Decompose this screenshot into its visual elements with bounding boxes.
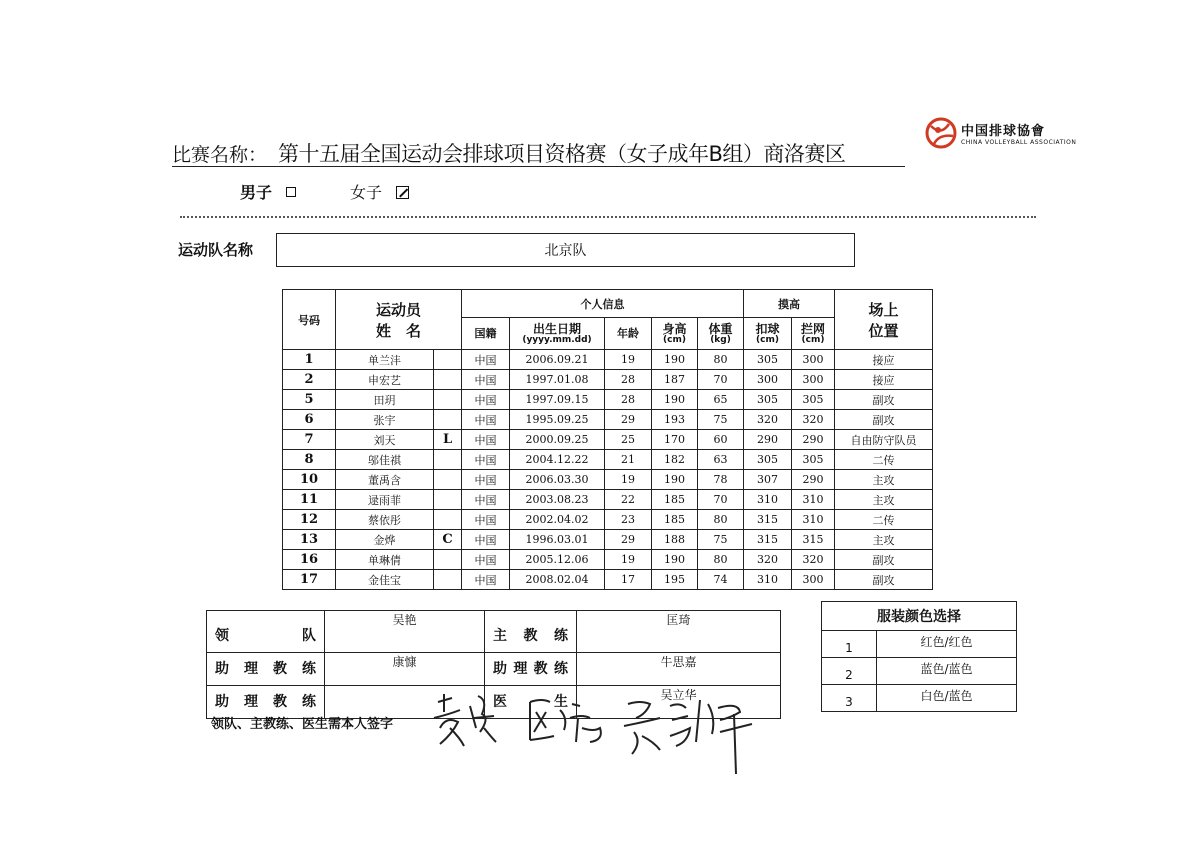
header-number: 号码 bbox=[283, 290, 336, 350]
roster-name: 张宇 bbox=[336, 410, 434, 430]
roster-weight: 65 bbox=[698, 390, 744, 410]
roster-name: 单兰沣 bbox=[336, 350, 434, 370]
roster-birthdate: 2000.09.25 bbox=[510, 430, 605, 450]
roster-weight: 75 bbox=[698, 530, 744, 550]
roster-height: 187 bbox=[652, 370, 698, 390]
roster-age: 22 bbox=[605, 490, 652, 510]
roster-number: 7 bbox=[283, 430, 336, 450]
roster-weight: 60 bbox=[698, 430, 744, 450]
roster-nationality: 中国 bbox=[462, 470, 510, 490]
roster-block-reach: 310 bbox=[792, 510, 835, 530]
header-position-line2: 位置 bbox=[868, 321, 899, 340]
roster-spike-reach: 320 bbox=[744, 550, 792, 570]
roster-block-reach: 290 bbox=[792, 470, 835, 490]
roster-mark bbox=[434, 450, 462, 470]
roster-number: 5 bbox=[283, 390, 336, 410]
roster-nationality: 中国 bbox=[462, 550, 510, 570]
roster-row bbox=[283, 350, 933, 370]
roster-table bbox=[282, 289, 933, 590]
roster-position: 接应 bbox=[835, 350, 933, 370]
roster-position: 接应 bbox=[835, 370, 933, 390]
roster-name: 董禹含 bbox=[336, 470, 434, 490]
roster-block-reach: 320 bbox=[792, 550, 835, 570]
roster-row bbox=[283, 470, 933, 490]
roster-row bbox=[283, 490, 933, 510]
uniform-body bbox=[822, 631, 1017, 712]
roster-row bbox=[283, 410, 933, 430]
roster-age: 19 bbox=[605, 550, 652, 570]
roster-spike-reach: 320 bbox=[744, 410, 792, 430]
roster-body bbox=[283, 350, 933, 590]
roster-height: 193 bbox=[652, 410, 698, 430]
leader-label: 领队 bbox=[207, 611, 325, 653]
roster-height: 185 bbox=[652, 510, 698, 530]
roster-birthdate: 2008.02.04 bbox=[510, 570, 605, 590]
roster-weight: 75 bbox=[698, 410, 744, 430]
logo-subtext: CHINA VOLLEYBALL ASSOCIATION bbox=[961, 139, 1077, 146]
competition-label: 比赛名称： bbox=[172, 144, 268, 166]
roster-spike-reach: 310 bbox=[744, 570, 792, 590]
roster-spike-reach: 305 bbox=[744, 450, 792, 470]
roster-row bbox=[283, 510, 933, 530]
gender-female bbox=[350, 180, 409, 203]
roster-block-reach: 300 bbox=[792, 350, 835, 370]
roster-row bbox=[283, 430, 933, 450]
header-position-line1: 场上 bbox=[868, 300, 899, 319]
signature-label: 领队、主教练、医生需本人签字 bbox=[211, 717, 394, 732]
roster-weight: 80 bbox=[698, 510, 744, 530]
uniform-option-color: 红色/红色 bbox=[877, 631, 1017, 658]
roster-mark bbox=[434, 410, 462, 430]
header-reach: 摸高 bbox=[744, 290, 835, 318]
roster-age: 28 bbox=[605, 370, 652, 390]
roster-row bbox=[283, 370, 933, 390]
roster-nationality: 中国 bbox=[462, 350, 510, 370]
roster-position: 主攻 bbox=[835, 530, 933, 550]
roster-number: 13 bbox=[283, 530, 336, 550]
roster-nationality: 中国 bbox=[462, 510, 510, 530]
roster-birthdate: 2006.03.30 bbox=[510, 470, 605, 490]
roster-number: 1 bbox=[283, 350, 336, 370]
roster-weight: 70 bbox=[698, 370, 744, 390]
team-name: 北京队 bbox=[544, 243, 587, 259]
roster-position: 副攻 bbox=[835, 390, 933, 410]
roster-position: 二传 bbox=[835, 510, 933, 530]
gender-male bbox=[240, 180, 296, 203]
roster-block-reach: 305 bbox=[792, 390, 835, 410]
roster-number: 12 bbox=[283, 510, 336, 530]
roster-block-reach: 305 bbox=[792, 450, 835, 470]
roster-age: 21 bbox=[605, 450, 652, 470]
roster-birthdate: 1997.09.15 bbox=[510, 390, 605, 410]
roster-position: 自由防守队员 bbox=[835, 430, 933, 450]
roster-spike-reach: 315 bbox=[744, 530, 792, 550]
roster-mark bbox=[434, 470, 462, 490]
roster-spike-reach: 307 bbox=[744, 470, 792, 490]
header-athlete-line2: 姓 名 bbox=[376, 321, 422, 340]
roster-spike-reach: 315 bbox=[744, 510, 792, 530]
roster-number: 17 bbox=[283, 570, 336, 590]
roster-age: 28 bbox=[605, 390, 652, 410]
roster-nationality: 中国 bbox=[462, 450, 510, 470]
roster-birthdate: 1995.09.25 bbox=[510, 410, 605, 430]
header-athlete-line1: 运动员 bbox=[376, 300, 422, 319]
roster-name: 金佳宝 bbox=[336, 570, 434, 590]
assistant-coach-1-label: 助理教练 bbox=[207, 653, 325, 686]
header-block bbox=[792, 318, 835, 350]
roster-name: 蔡依彤 bbox=[336, 510, 434, 530]
header-age: 年龄 bbox=[605, 318, 652, 350]
volleyball-logo-icon bbox=[925, 116, 957, 150]
roster-height: 170 bbox=[652, 430, 698, 450]
divider bbox=[180, 216, 1036, 218]
roster-row bbox=[283, 550, 933, 570]
head-coach-value: 匡琦 bbox=[577, 611, 781, 653]
roster-age: 17 bbox=[605, 570, 652, 590]
signature-head-coach bbox=[520, 688, 610, 750]
header-spike bbox=[744, 318, 792, 350]
roster-name: 逯雨菲 bbox=[336, 490, 434, 510]
uniform-option bbox=[822, 658, 1017, 685]
roster-position: 副攻 bbox=[835, 410, 933, 430]
roster-birthdate: 1997.01.08 bbox=[510, 370, 605, 390]
uniform-table bbox=[821, 601, 1017, 712]
logo-text: 中国排球協會 bbox=[961, 124, 1046, 139]
roster-row bbox=[283, 530, 933, 550]
female-checkbox[interactable] bbox=[396, 186, 409, 199]
header-birth-label: 出生日期 bbox=[533, 321, 582, 336]
roster-nationality: 中国 bbox=[462, 570, 510, 590]
roster-block-reach: 300 bbox=[792, 370, 835, 390]
roster-nationality: 中国 bbox=[462, 490, 510, 510]
roster-height: 190 bbox=[652, 470, 698, 490]
header-weight-unit: (kg) bbox=[710, 334, 731, 345]
roster-number: 6 bbox=[283, 410, 336, 430]
roster-height: 190 bbox=[652, 390, 698, 410]
roster-block-reach: 290 bbox=[792, 430, 835, 450]
uniform-option-number: 2 bbox=[822, 658, 877, 685]
roster-block-reach: 315 bbox=[792, 530, 835, 550]
roster-block-reach: 320 bbox=[792, 410, 835, 430]
team-name-field bbox=[276, 233, 855, 267]
assistant-coach-1-value: 康慷 bbox=[325, 653, 485, 686]
signature-doctor bbox=[620, 688, 760, 778]
roster-age: 25 bbox=[605, 430, 652, 450]
uniform-title: 服装颜色选择 bbox=[822, 602, 1017, 631]
roster-mark bbox=[434, 370, 462, 390]
roster-age: 19 bbox=[605, 470, 652, 490]
roster-position: 二传 bbox=[835, 450, 933, 470]
roster-age: 29 bbox=[605, 410, 652, 430]
roster-height: 190 bbox=[652, 350, 698, 370]
roster-mark bbox=[434, 350, 462, 370]
roster-weight: 70 bbox=[698, 490, 744, 510]
doctor-label: 医生 bbox=[485, 686, 577, 719]
uniform-option bbox=[822, 631, 1017, 658]
roster-spike-reach: 305 bbox=[744, 350, 792, 370]
assistant-coach-value: 牛思嘉 bbox=[577, 653, 781, 686]
header-personal: 个人信息 bbox=[462, 290, 744, 318]
roster-height: 188 bbox=[652, 530, 698, 550]
header-weight bbox=[698, 318, 744, 350]
roster-mark bbox=[434, 490, 462, 510]
roster-spike-reach: 300 bbox=[744, 370, 792, 390]
header-weight-label: 体重 bbox=[708, 321, 733, 336]
roster-nationality: 中国 bbox=[462, 430, 510, 450]
header-athlete bbox=[336, 290, 462, 350]
roster-mark bbox=[434, 570, 462, 590]
header-block-label: 拦网 bbox=[801, 321, 826, 336]
header-spike-unit: (cm) bbox=[756, 334, 779, 345]
roster-row bbox=[283, 390, 933, 410]
roster-number: 16 bbox=[283, 550, 336, 570]
head-coach-label: 主教练 bbox=[485, 611, 577, 653]
roster-name: 金烨 bbox=[336, 530, 434, 550]
roster-position: 副攻 bbox=[835, 570, 933, 590]
signature-leader bbox=[430, 688, 500, 750]
header-block-unit: (cm) bbox=[801, 334, 825, 345]
roster-name: 单琳倩 bbox=[336, 550, 434, 570]
roster-mark bbox=[434, 510, 462, 530]
roster-number: 2 bbox=[283, 370, 336, 390]
uniform-option-number: 1 bbox=[822, 631, 877, 658]
roster-number: 11 bbox=[283, 490, 336, 510]
roster-number: 10 bbox=[283, 470, 336, 490]
uniform-option-color: 蓝色/蓝色 bbox=[877, 658, 1017, 685]
roster-weight: 78 bbox=[698, 470, 744, 490]
gender-female-label: 女子 bbox=[350, 183, 383, 202]
male-checkbox[interactable] bbox=[286, 187, 296, 197]
roster-weight: 80 bbox=[698, 550, 744, 570]
assistant-coach-2-label: 助理教练 bbox=[207, 686, 325, 719]
header-nationality: 国籍 bbox=[462, 318, 510, 350]
header-spike-label: 扣球 bbox=[755, 321, 780, 336]
roster-age: 19 bbox=[605, 350, 652, 370]
roster-weight: 63 bbox=[698, 450, 744, 470]
roster-birthdate: 2003.08.23 bbox=[510, 490, 605, 510]
roster-mark bbox=[434, 550, 462, 570]
leader-value: 吴艳 bbox=[325, 611, 485, 653]
association-logo bbox=[925, 116, 1077, 154]
roster-mark: L bbox=[434, 430, 462, 450]
header-position bbox=[835, 290, 933, 350]
header-height-label: 身高 bbox=[662, 321, 687, 336]
roster-height: 190 bbox=[652, 550, 698, 570]
roster-name: 邬佳祺 bbox=[336, 450, 434, 470]
roster-birthdate: 2006.09.21 bbox=[510, 350, 605, 370]
competition-row bbox=[172, 138, 905, 167]
uniform-option bbox=[822, 685, 1017, 712]
roster-row bbox=[283, 450, 933, 470]
roster-spike-reach: 305 bbox=[744, 390, 792, 410]
roster-height: 185 bbox=[652, 490, 698, 510]
roster-weight: 80 bbox=[698, 350, 744, 370]
uniform-option-color: 白色/蓝色 bbox=[877, 685, 1017, 712]
header-height-unit: (cm) bbox=[663, 334, 686, 345]
header-birth-format: (yyyy.mm.dd) bbox=[522, 334, 592, 345]
roster-spike-reach: 290 bbox=[744, 430, 792, 450]
roster-row bbox=[283, 570, 933, 590]
roster-age: 23 bbox=[605, 510, 652, 530]
roster-mark: C bbox=[434, 530, 462, 550]
roster-position: 主攻 bbox=[835, 490, 933, 510]
roster-name: 申宏艺 bbox=[336, 370, 434, 390]
roster-age: 29 bbox=[605, 530, 652, 550]
team-label: 运动队名称 bbox=[178, 241, 254, 259]
roster-height: 182 bbox=[652, 450, 698, 470]
roster-nationality: 中国 bbox=[462, 530, 510, 550]
roster-name: 刘天 bbox=[336, 430, 434, 450]
assistant-coach-label: 助理教练 bbox=[485, 653, 577, 686]
doctor-value: 吴立华 bbox=[577, 686, 781, 719]
roster-nationality: 中国 bbox=[462, 370, 510, 390]
roster-number: 8 bbox=[283, 450, 336, 470]
roster-position: 主攻 bbox=[835, 470, 933, 490]
roster-mark bbox=[434, 390, 462, 410]
header-birth bbox=[510, 318, 605, 350]
roster-weight: 74 bbox=[698, 570, 744, 590]
roster-position: 副攻 bbox=[835, 550, 933, 570]
roster-birthdate: 2002.04.02 bbox=[510, 510, 605, 530]
roster-birthdate: 1996.03.01 bbox=[510, 530, 605, 550]
roster-name: 田玥 bbox=[336, 390, 434, 410]
roster-birthdate: 2005.12.06 bbox=[510, 550, 605, 570]
roster-spike-reach: 310 bbox=[744, 490, 792, 510]
roster-block-reach: 310 bbox=[792, 490, 835, 510]
competition-name: 第十五届全国运动会排球项目资格赛（女子成年B组）商洛赛区 bbox=[278, 142, 846, 166]
roster-nationality: 中国 bbox=[462, 410, 510, 430]
roster-birthdate: 2004.12.22 bbox=[510, 450, 605, 470]
header-height bbox=[652, 318, 698, 350]
gender-male-label: 男子 bbox=[240, 183, 273, 202]
roster-nationality: 中国 bbox=[462, 390, 510, 410]
uniform-option-number: 3 bbox=[822, 685, 877, 712]
roster-height: 195 bbox=[652, 570, 698, 590]
roster-block-reach: 300 bbox=[792, 570, 835, 590]
